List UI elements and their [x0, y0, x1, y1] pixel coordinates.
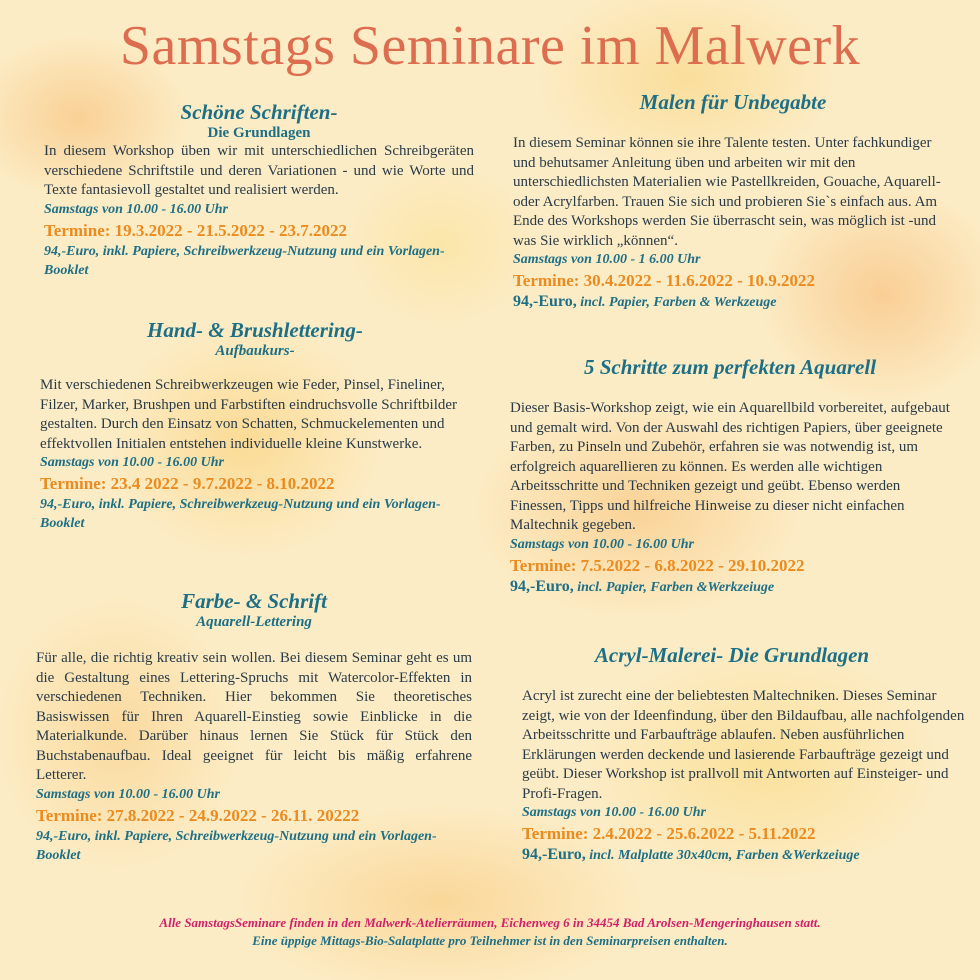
seminar-malen-fuer-unbegabte [513, 90, 953, 312]
seminar-heading: Acryl-Malerei- Die Grundlagen [594, 643, 870, 667]
page-title: Samstags Seminare im Malwerk [119, 15, 861, 77]
seminar-heading: 5 Schritte zum perfekten Aquarell [583, 355, 877, 379]
seminar-price [510, 577, 958, 597]
seminar-dates: Termine: 19.3.2022 - 21.5.2022 - 23.7.2022 [44, 220, 347, 240]
seminar-dates: Termine: 2.4.2022 - 25.6.2022 - 5.11.2022 [522, 824, 816, 843]
price-details: incl. Papier, Farben & Werkzeuge [576, 295, 777, 310]
seminar-dates: Termine: 7.5.2022 - 6.8.2022 - 29.10.2022 [510, 555, 805, 575]
seminar-farbe-schrift [36, 589, 472, 865]
seminar-aquarell [510, 355, 958, 597]
seminar-schedule: Samstags von 10.00 - 16.00 Uhr [522, 805, 706, 820]
seminar-acryl-malerei [522, 643, 967, 865]
footer-lunch-note: Eine üppige Mittags-Bio-Salatplatte pro Teilnehmer ist in den Seminarpreisen enthalten. [252, 933, 728, 948]
seminar-schedule: Samstags von 10.00 - 16.00 Uhr [36, 786, 220, 802]
seminar-price: 94,-Euro, inkl. Papiere, Schreibwerkzeug-Nutzung und ein Vorlagen-Booklet [36, 828, 437, 863]
price-amount: 94,-Euro, [513, 293, 577, 310]
seminar-price: 94,-Euro, inkl. Papiere, Schreibwerkzeug-Nutzung und ein Vorlagen-Booklet [44, 243, 445, 278]
seminar-schedule: Samstags von 10.00 - 16.00 Uhr [40, 455, 224, 470]
seminar-schoene-schriften [44, 100, 474, 280]
seminar-dates: Termine: 30.4.2022 - 11.6.2022 - 10.9.2022 [513, 271, 816, 290]
seminar-dates: Termine: 27.8.2022 - 24.9.2022 - 26.11. 20222 [36, 805, 360, 825]
seminar-description: Acryl ist zurecht eine der beliebtesten Maltechniken. Dieses Seminar zeigt, wie von der Ideenfindung, über den Bildaufbau, alle nachfolgenden Arbeitsschritte und Farbaufträge ablaufen. Neben ausführlichen Erklärungen werden deckende und lasierende Farbaufträge gezeigt und geübt. Dieser Workshop ist prallvoll mit Antworten auf Einsteiger- und Profi-Fragen. [522, 688, 965, 802]
seminar-price [513, 292, 953, 312]
seminar-heading: Schöne Schriften- [180, 100, 338, 124]
seminar-heading: Hand- & Brushlettering- [147, 318, 363, 342]
seminar-brushlettering [40, 318, 470, 533]
seminar-subheading: Die Grundlagen [207, 125, 311, 141]
seminar-subheading: Aufbaukurs- [215, 343, 295, 359]
seminar-schedule: Samstags von 10.00 - 16.00 Uhr [510, 536, 694, 552]
seminar-description: In diesem Seminar können sie ihre Talente testen. Unter fachkundiger und behutsamer Anleitung üben und arbeiten wir mit den unterschiedlichsten Materialien wie Pastellkreiden, Gouache, Aquarell- oder Acrylfarben. Trauen Sie sich und probieren Sie`s einfach aus. Am Ende des Workshops werden Sie überrascht sein, was möglich ist -und was Sie wirklich „können“. [513, 135, 941, 249]
seminar-heading: Malen für Unbegabte [639, 90, 827, 114]
price-details: incl. Malplatte 30x40cm, Farben &Werkzeiuge [585, 848, 860, 863]
seminar-description: In diesem Workshop üben wir mit unterschiedlichen Schreibgeräten verschiedene Schriftstile und deren Variationen - und wie Worte und Texte fantasievoll gestaltet und realisiert werden. [44, 143, 474, 198]
seminar-heading: Farbe- & Schrift [181, 589, 327, 613]
seminar-dates: Termine: 23.4 2022 - 9.7.2022 - 8.10.2022 [40, 474, 335, 493]
seminar-description: Mit verschiedenen Schreibwerkzeugen wie Feder, Pinsel, Fineliner, Filzer, Marker, Brushpen und Farbstiften eindruchsvolle Schriftbilder gestalten. Durch den Einsatz von Schatten, Schmuckelementen und effektvollen Initialen entstehen individuelle kleine Kunstwerke. [40, 377, 458, 452]
seminar-price: 94,-Euro, inkl. Papiere, Schreibwerkzeug-Nutzung und ein Vorlagen-Booklet [40, 497, 441, 531]
price-amount: 94,-Euro, [510, 577, 574, 595]
footer-location: Alle SamstagsSeminare finden in den Malwerk-Atelierräumen, Eichenweg 6 in 34454 Bad Arolsen-Mengeringhausen statt. [159, 915, 821, 930]
seminar-description: Für alle, die richtig kreativ sein wollen. Bei diesem Seminar geht es um die Gestaltung eines Lettering-Spruchs mit Watercolor-Effekten in verschiedenen Techniken. Hier bekommen Sie theoretisches Basiswissen für Ihren Aquarell-Einstieg sowie Einblicke in die Materialkunde. Darüber hinaus lernen Sie Stück für Stück den Buchstabenaufbau. Ideal geeignet für leicht bis mäßig erfahrene Letterer. [36, 650, 472, 783]
seminar-schedule: Samstags von 10.00 - 1 6.00 Uhr [513, 252, 701, 267]
seminar-schedule: Samstags von 10.00 - 16.00 Uhr [44, 201, 228, 217]
seminar-price [522, 845, 967, 865]
price-details: incl. Papier, Farben &Werkzeiuge [573, 579, 775, 595]
seminar-description: Dieser Basis-Workshop zeigt, wie ein Aquarellbild vorbereitet, aufgebaut und gemalt wird. Von der Auswahl des richtigen Papiers, über geeignete Farben, zu Pinseln und Zubehör, erfahren sie was notwendig ist, um erfolgreich aquarellieren zu können. Es werden alle wichtigen Arbeitsschritte und Techniken gezeigt und geübt. Ebenso werden Finessen, Tipps und hilfreiche Hinweise zu dieser nicht einfachen Maltechnik gegeben. [510, 400, 950, 533]
seminar-subheading: Aquarell-Lettering [196, 614, 312, 630]
price-amount: 94,-Euro, [522, 846, 586, 863]
